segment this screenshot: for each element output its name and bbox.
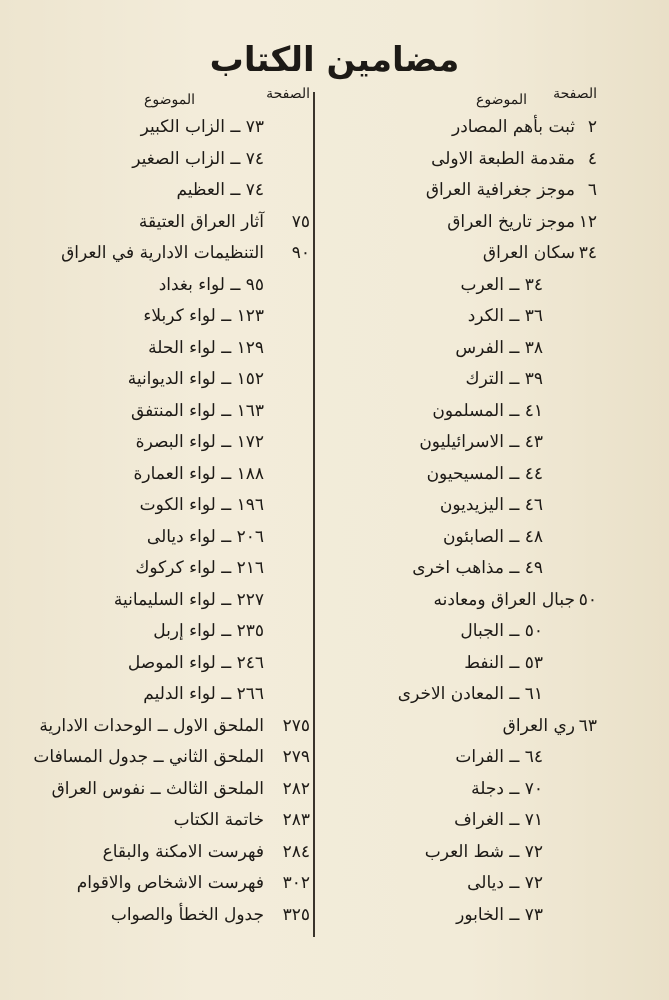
- toc-entry: [40, 711, 310, 743]
- toc-entry-text: آثار العراق العتيقة: [138, 211, 264, 232]
- toc-entry-text: ثبت بأهم المصادر: [452, 117, 575, 137]
- toc-subentry-text: ٦١ ــ المعادن الاخرى: [397, 684, 543, 704]
- toc-right-column: [372, 86, 597, 931]
- toc-subentry-text: ١٧٢ ــ لواء البصرة: [135, 432, 264, 452]
- toc-entry-text: موجز تاريخ العراق: [447, 211, 575, 232]
- toc-subentry-text: ٢٣٥ ــ لواء إربل: [153, 621, 264, 641]
- header-topic: الموضوع: [144, 92, 195, 108]
- toc-entry: [372, 553, 597, 585]
- toc-list: [372, 112, 597, 931]
- toc-entry: [372, 648, 597, 680]
- header-page: الصفحة: [553, 86, 597, 102]
- toc-subentry-text: ٥٠ ــ الجبال: [460, 621, 543, 641]
- toc-page-number: ٣٠٢: [282, 873, 310, 893]
- toc-subentry-text: ٢١٦ ــ لواء كركوك: [135, 558, 264, 578]
- toc-subentry-text: ٢٠٦ ــ لواء ديالى: [146, 526, 264, 547]
- toc-subentry-text: ١٢٣ ــ لواء كربلاء: [143, 306, 264, 326]
- toc-subentry-text: ٧٣ ــ الزاب الكبير: [140, 117, 264, 137]
- toc-entry: [40, 679, 310, 711]
- toc-entry: [372, 396, 597, 428]
- toc-entry: [40, 459, 310, 491]
- toc-subentry-text: ٢٦٦ ــ لواء الدليم: [143, 684, 264, 704]
- toc-entry: [40, 900, 310, 932]
- toc-subentry-text: ٧٢ ــ شط العرب: [424, 841, 543, 862]
- header-topic: الموضوع: [476, 92, 527, 108]
- toc-page-number: ٦: [587, 180, 597, 200]
- toc-entry-text: التنظيمات الادارية في العراق: [61, 243, 264, 263]
- toc-entry: [372, 207, 597, 239]
- toc-subentry-text: ٢٤٦ ــ لواء الموصل: [127, 652, 264, 673]
- toc-entry: [40, 270, 310, 302]
- toc-subentry-text: ٧٣ ــ الخابور: [456, 904, 543, 925]
- toc-entry-text: الملحق الثاني ــ جدول المسافات: [33, 747, 264, 767]
- toc-page-number: ٢٨٤: [282, 841, 310, 862]
- toc-subentry-text: ١٢٩ ــ لواء الحلة: [148, 337, 264, 358]
- toc-entry-text: مقدمة الطبعة الاولى: [431, 148, 575, 169]
- toc-subentry-text: ٧٢ ــ ديالى: [467, 873, 543, 893]
- toc-entry: [40, 522, 310, 554]
- toc-entry: [372, 679, 597, 711]
- toc-entry: [372, 742, 597, 774]
- toc-subentry-text: ١٦٣ ــ لواء المنتفق: [130, 400, 264, 421]
- toc-entry: [372, 144, 597, 176]
- toc-list: [33, 112, 310, 931]
- toc-entry: [372, 459, 597, 491]
- toc-subentry-text: ٧١ ــ الغراف: [454, 810, 543, 830]
- toc-entry: [40, 333, 310, 365]
- toc-entry-text: موجز جغرافية العراق: [425, 180, 575, 200]
- toc-entry: [372, 616, 597, 648]
- header-page: الصفحة: [266, 86, 310, 102]
- toc-entry: [40, 616, 310, 648]
- toc-page-number: ٢: [587, 117, 597, 137]
- toc-entry: [372, 868, 597, 900]
- toc-entry-text: جدول الخطأ والصواب: [110, 904, 264, 925]
- toc-entry: [372, 175, 597, 207]
- toc-subentry-text: ٧٤ ــ الزاب الصغير: [132, 148, 264, 169]
- toc-entry-text: جبال العراق ومعادنه: [433, 589, 575, 610]
- toc-entry: [372, 837, 597, 869]
- toc-page-number: ٣٢٥: [282, 904, 310, 925]
- toc-subentry-text: ٤٨ ــ الصابئون: [443, 526, 543, 547]
- toc-page-number: ٢٨٣: [282, 810, 310, 830]
- toc-entry: [372, 364, 597, 396]
- toc-entry: [40, 553, 310, 585]
- page-title: مضامين الكتاب: [209, 40, 460, 80]
- toc-left-column: [33, 86, 310, 931]
- toc-entry: [40, 648, 310, 680]
- toc-page-number: ٣٤: [578, 243, 597, 263]
- toc-entry: [372, 805, 597, 837]
- toc-entry: [40, 238, 310, 270]
- toc-subentry-text: ٧٤ ــ العظيم: [176, 180, 264, 200]
- toc-entry: [372, 112, 597, 144]
- toc-subentry-text: ١٥٢ ــ لواء الديوانية: [127, 369, 264, 389]
- toc-subentry-text: ٣٨ ــ الفرس: [455, 337, 543, 358]
- toc-entry: [40, 364, 310, 396]
- toc-entry: [40, 585, 310, 617]
- toc-subentry-text: ٤٤ ــ المسيحيون: [426, 463, 543, 484]
- toc-entry: [372, 585, 597, 617]
- toc-entry: [372, 270, 597, 302]
- toc-entry: [372, 427, 597, 459]
- toc-subentry-text: ٤٩ ــ مذاهب اخرى: [412, 558, 543, 578]
- toc-entry: [372, 490, 597, 522]
- toc-page-number: ٢٨٢: [282, 778, 310, 799]
- toc-page-number: ٥٠: [578, 589, 597, 610]
- toc-entry: [40, 837, 310, 869]
- toc-subentry-text: ٤٦ ــ اليزيديون: [439, 495, 543, 515]
- toc-entry: [372, 711, 597, 743]
- toc-page-number: ٧٥: [291, 211, 310, 232]
- toc-entry: [33, 742, 310, 774]
- toc-header: [40, 86, 310, 112]
- toc-entry: [372, 774, 597, 806]
- toc-entry: [40, 207, 310, 239]
- toc-header: [372, 86, 597, 112]
- toc-entry: [372, 301, 597, 333]
- toc-page-number: ١٢: [578, 211, 597, 232]
- toc-subentry-text: ١٩٦ ــ لواء الكوت: [139, 495, 264, 515]
- toc-entry: [372, 333, 597, 365]
- toc-subentry-text: ٩٥ ــ لواء بغداد: [158, 274, 264, 295]
- toc-subentry-text: ٧٠ ــ دجلة: [471, 778, 543, 799]
- toc-entry-text: خاتمة الكتاب: [173, 810, 264, 830]
- toc-page-number: ٢٧٥: [282, 715, 310, 736]
- toc-entry: [372, 900, 597, 932]
- toc-entry: [40, 868, 310, 900]
- toc-subentry-text: ٢٢٧ ــ لواء السليمانية: [113, 589, 264, 610]
- toc-subentry-text: ١٨٨ ــ لواء العمارة: [133, 463, 264, 484]
- toc-page-number: ٢٧٩: [282, 747, 310, 767]
- toc-entry: [372, 238, 597, 270]
- toc-entry: [40, 805, 310, 837]
- toc-entry: [372, 522, 597, 554]
- toc-entry: [40, 301, 310, 333]
- toc-entry: [40, 175, 310, 207]
- toc-entry: [40, 427, 310, 459]
- toc-entry: [40, 396, 310, 428]
- toc-page-number: ٩٠: [291, 243, 310, 263]
- toc-entry-text: الملحق الاول ــ الوحدات الادارية: [39, 715, 264, 736]
- toc-entry-text: سكان العراق: [482, 243, 575, 263]
- column-divider: [313, 92, 315, 937]
- toc-entry-text: الملحق الثالث ــ نفوس العراق: [51, 778, 264, 799]
- toc-entry: [40, 144, 310, 176]
- toc-entry: [40, 774, 310, 806]
- toc-subentry-text: ٤٣ ــ الاسرائيليون: [419, 432, 543, 452]
- toc-subentry-text: ٣٦ ــ الكرد: [467, 306, 543, 326]
- toc-subentry-text: ٥٣ ــ النفط: [464, 652, 543, 673]
- toc-subentry-text: ٣٤ ــ العرب: [460, 274, 543, 295]
- toc-entry-text: فهرست الامكنة والبقاع: [102, 841, 264, 862]
- toc-subentry-text: ٦٤ ــ الفرات: [455, 747, 543, 767]
- toc-page-number: ٤: [587, 148, 597, 169]
- toc-entry: [40, 112, 310, 144]
- toc-entry-text: ري العراق: [502, 715, 575, 736]
- toc-subentry-text: ٤١ ــ المسلمون: [432, 400, 543, 421]
- toc-entry-text: فهرست الاشخاص والاقوام: [76, 873, 264, 893]
- toc-entry: [40, 490, 310, 522]
- toc-subentry-text: ٣٩ ــ الترك: [465, 369, 543, 389]
- toc-page-number: ٦٣: [578, 715, 597, 736]
